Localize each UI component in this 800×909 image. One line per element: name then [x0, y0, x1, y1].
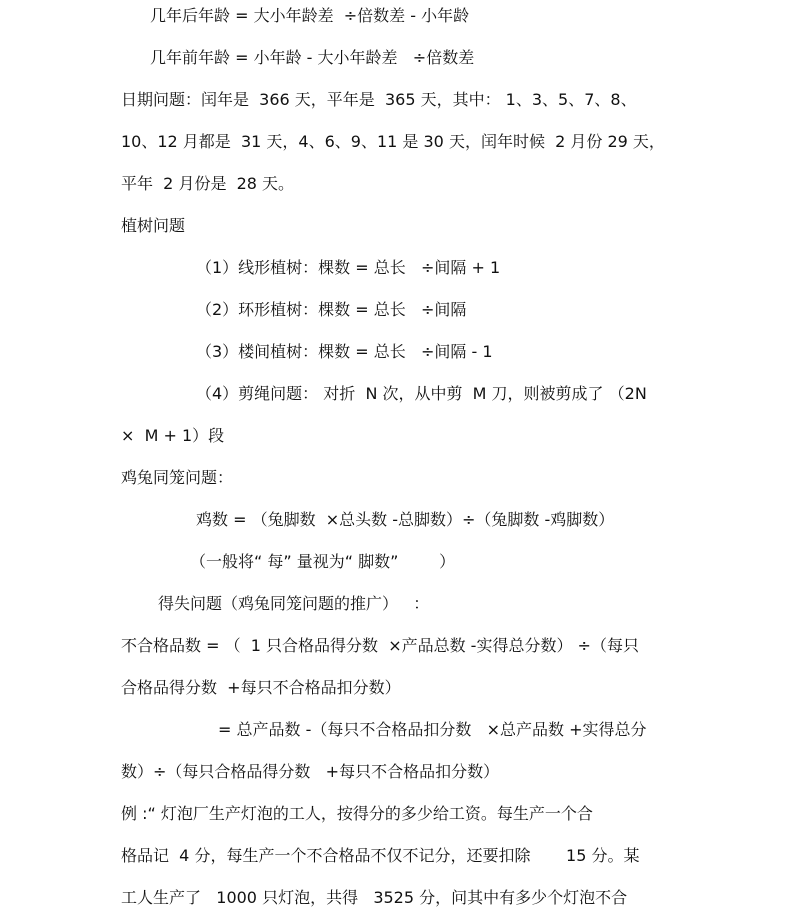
text-line-circular-planting: （2）环形植树：棵数 = 总长 ÷间隔 — [196, 300, 467, 319]
text-line-defective-formula: 不合格品数 = （ 1 只合格品得分数 ×产品总数 -实得总分数） ÷（每只 — [121, 636, 639, 655]
text-line-between-buildings: （3）楼间植树：棵数 = 总长 ÷间隔 - 1 — [196, 342, 493, 361]
text-line-date-problem: 日期问题：闰年是 366 天，平年是 365 天，其中： 1、3、5、7、8、 — [121, 90, 637, 109]
section-heading-gain-loss: 得失问题（鸡兔同笼问题的推广） ： — [158, 594, 430, 613]
text-line-date-problem-cont: 10、12 月都是 31 天，4、6、9、11 是 30 天，闰年时候 2 月份 29 天， — [121, 132, 665, 151]
text-line-example-intro: 例 :“ 灯泡厂生产灯泡的工人，按得分的多少给工资。每生产一个合 — [121, 804, 593, 823]
text-line-date-problem-end: 平年 2 月份是 28 天。 — [121, 174, 295, 193]
text-line-example-cont: 格品记 4 分，每生产一个不合格品不仅不记分，还要扣除 15 分。某 — [121, 846, 640, 865]
text-line-linear-planting: （1）线形植树：棵数 = 总长 ÷间隔 + 1 — [196, 258, 501, 277]
text-line-defective-formula-cont: 合格品得分数 +每只不合格品扣分数） — [121, 678, 401, 697]
text-line-example-end: 工人生产了 1000 只灯泡，共得 3525 分，问其中有多少个灯泡不合 — [121, 888, 628, 907]
text-line-age-after-formula: 几年后年龄 = 大小年龄差 ÷倍数差 - 小年龄 — [150, 6, 470, 25]
text-line-chicken-formula: 鸡数 = （兔脚数 ×总头数 -总脚数）÷（兔脚数 -鸡脚数） — [196, 510, 615, 529]
text-line-defective-alt-formula-cont: 数）÷（每只合格品得分数 +每只不合格品扣分数） — [121, 762, 500, 781]
text-line-age-before-formula: 几年前年龄 = 小年龄 - 大小年龄差 ÷倍数差 — [150, 48, 475, 67]
section-heading-tree-planting: 植树问题 — [121, 216, 186, 235]
text-line-defective-alt-formula: = 总产品数 -（每只不合格品扣分数 ×总产品数 +实得总分 — [218, 720, 647, 739]
section-heading-chicken-rabbit: 鸡兔同笼问题： — [121, 468, 234, 487]
text-line-rope-cutting: （4）剪绳问题： 对折 N 次，从中剪 M 刀，则被剪成了 （2N — [196, 384, 647, 403]
text-line-rope-cutting-cont: × M + 1）段 — [121, 426, 225, 445]
text-line-chicken-note: （一般将“ 每” 量视为“ 脚数” ） — [190, 552, 456, 571]
